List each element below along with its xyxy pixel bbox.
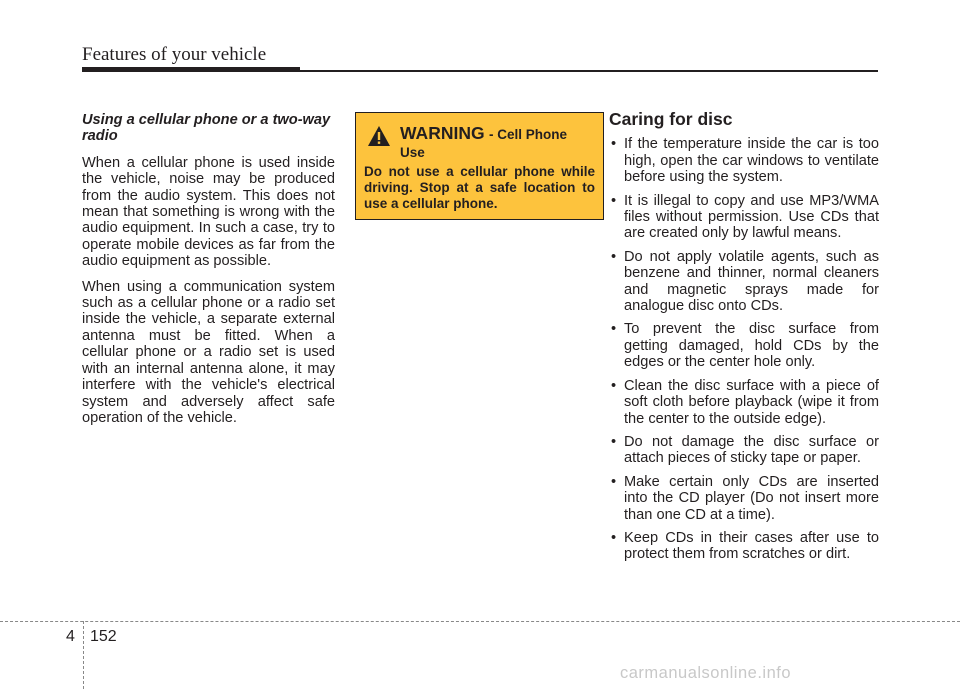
- list-item: • Do not damage the disc surface or attach pieces of sticky tape or paper.: [609, 434, 879, 467]
- list-item: • If the temperature inside the car is too high, open the car windows to ventilate before using the system.: [609, 136, 879, 185]
- list-item: • It is illegal to copy and use MP3/WMA files without permission. Use CDs that are created only by lawful means.: [609, 193, 879, 242]
- list-item: • Make certain only CDs are inserted into the CD player (Do not insert more than one CD at a time).: [609, 474, 879, 523]
- list-item: • Keep CDs in their cases after use to protect them from scratches or dirt.: [609, 530, 879, 563]
- paragraph: When a cellular phone is used inside the vehicle, noise may be produced from the audio system. This does not mean that something is wrong with the audio equipment. In such a case, try to operate mobile devices as far from the audio equipment as possible.: [82, 154, 335, 270]
- subheading-cellular-phone: Using a cellular phone or a two-way radio: [82, 112, 331, 145]
- warning-box: [355, 112, 604, 220]
- watermark-link[interactable]: carmanualsonline.info: [620, 664, 792, 682]
- chapter-number: 4: [66, 628, 75, 645]
- disc-care-list: [609, 136, 879, 562]
- warning-title: WARNING: [400, 123, 485, 143]
- left-column: [82, 110, 335, 435]
- header-rule-thin: [300, 70, 878, 72]
- footer-vertical-divider: [83, 621, 84, 689]
- warning-header: [364, 124, 595, 162]
- warning-subtitle: - Cell Phone Use: [400, 127, 568, 160]
- right-column: [609, 110, 879, 570]
- warning-text: Do not use a cellular phone while driving. Stop at a safe location to use a cellular phone.: [364, 164, 595, 211]
- warning-triangle-icon: [366, 124, 392, 148]
- section-title-caring-for-disc: Caring for disc: [609, 109, 733, 129]
- header-rule-thick: [82, 67, 300, 72]
- paragraph: When using a communication system such as a cellular phone or a radio set inside the vehicle, a separate external antenna must be fitted. When a cellular phone or a radio set is used with an internal antenna alone, it may interfere with the vehicle's electrical system and adversely affect safe operation of the vehicle.: [82, 278, 335, 426]
- page-number: 152: [90, 628, 117, 645]
- page-header-title: Features of your vehicle: [82, 44, 267, 65]
- list-item: • Clean the disc surface with a piece of soft cloth before playback (wipe it from the center to the outside edge).: [609, 378, 879, 427]
- list-item: • Do not apply volatile agents, such as benzene and thinner, normal cleaners and magnetic sprays made for analogue disc onto CDs.: [609, 249, 879, 315]
- list-item: • To prevent the disc surface from getting damaged, hold CDs by the edges or the center hole only.: [609, 321, 879, 370]
- footer-divider: [0, 621, 960, 622]
